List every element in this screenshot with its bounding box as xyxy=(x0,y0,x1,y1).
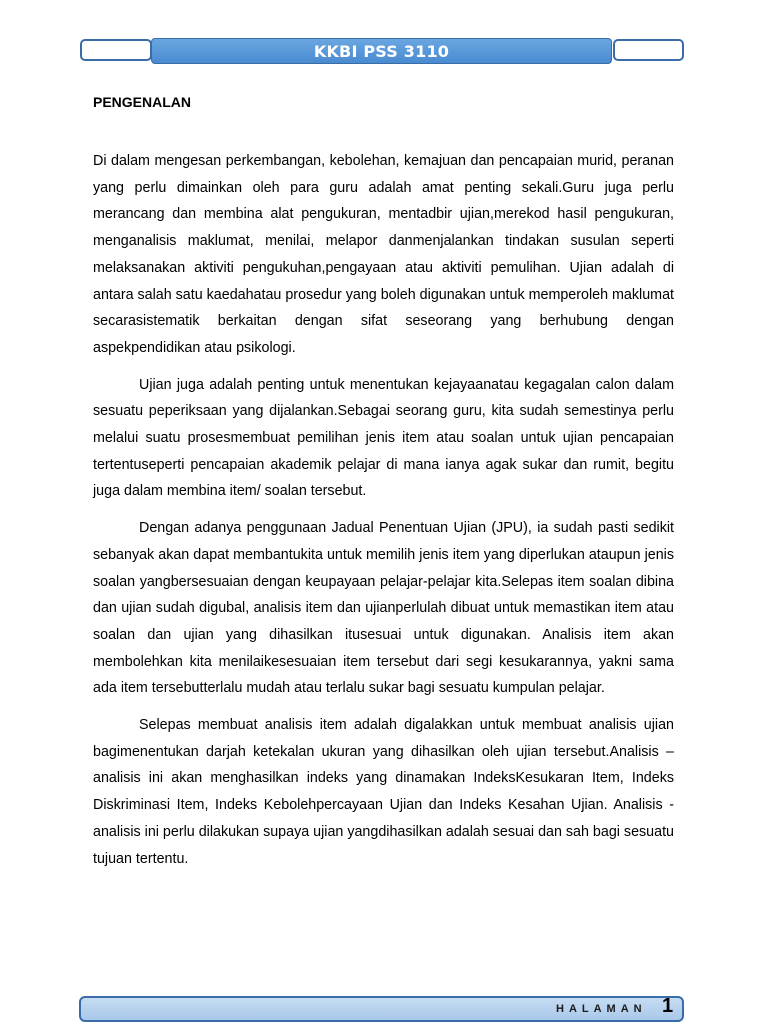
footer-page-number: 1 xyxy=(662,995,674,1017)
paragraph-3: Dengan adanya penggunaan Jadual Penentuan Ujian (JPU), ia sudah pasti sedikit sebanyak akan dapat membantukita untuk memilih jenis item yang diperlukan ataupun jenis soalan yangbersesuaian dengan keupayaan pelajar-pelajar kita.Selepas item soalan dibina dan ujian sudah digubal, analisis item dan ujianperlulah dibuat untuk memastikan item atau soalan dan ujian yang dihasilkan itusesuai untuk digunakan. Analisis item akan membolehkan kita menilaikesesuaian item tersebut dari segi kesukarannya, yakni sama ada item tersebutterlalu mudah atau terlalu sukar bagi sesuatu kumpulan pelajar. xyxy=(93,520,674,697)
paragraph-2: Ujian juga adalah penting untuk menentukan kejayaanatau kegagalan calon dalam sesuatu peperiksaan yang dijalankan.Sebagai seorang guru, kita sudah semestinya perlu melalui suatu prosesmembuat pemilihan jenis item atau soalan untuk ujian pencapaian tertentuseperti pencapaian akademik pelajar di mana ianya agak sukar dan rumit, begitu juga dalam membina item/ soalan tersebut. xyxy=(93,376,674,500)
section-heading: PENGENALAN xyxy=(93,94,192,110)
page-content xyxy=(93,92,674,882)
document-title: KKBI PSS 3110 xyxy=(313,41,450,61)
header-right-box xyxy=(613,39,684,61)
paragraph-4: Selepas membuat analisis item adalah digalakkan untuk membuat analisis ujian bagimenentukan darjah ketekalan ukuran yang dihasilkan oleh ujian tersebut.Analisis – analisis ini akan menghasilkan indeks yang dinamakan IndeksKesukaran Item, Indeks Diskriminasi Item, Indeks Kebolehpercayaan Ujian dan Indeks Kesahan Ujian. Analisis - analisis ini perlu dilakukan supaya ujian yangdihasilkan adalah sesuai dan sah bagi sesuatu tujuan tertentu. xyxy=(93,717,675,867)
paragraph-1: Di dalam mengesan perkembangan, kebolehan, kemajuan dan pencapaian murid, peranan yang perlu dimainkan oleh para guru adalah amat penting sekali.Guru juga perlu merancang dan membina alat pengukuran, mentadbir ujian,merekod hasil pengukuran, menganalisis maklumat, menilai, melapor danmenjalankan tindakan susulan seperti melaksanakan aktiviti pengukuhan,pengayaan atau aktiviti pemulihan. Ujian adalah di antara salah satu kaedahatau prosedur yang boleh digunakan untuk memperoleh maklumat secarasistematik berkaitan dengan sifat seseorang yang berhubung dengan aspekpendidikan atau psikologi. xyxy=(93,153,674,356)
header-left-box xyxy=(80,39,152,61)
footer-page-label: HALAMAN xyxy=(556,1003,647,1015)
header-title-bar xyxy=(151,38,612,64)
